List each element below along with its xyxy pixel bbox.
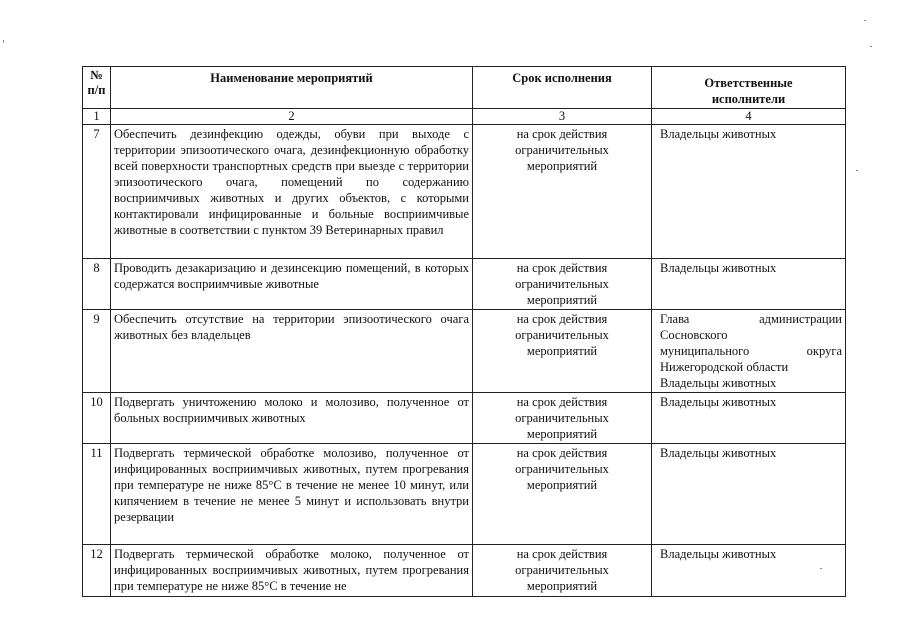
row-desc: Подвергать термической обработке молозиво, полученное от инфицированных восприимчивых животных, путем прогревания при температуре не ниже 85°С в течение не менее 10 минут, или кипячением в течение не менее 5 минут и использовать внутри резервации [111,444,473,545]
row-resp: Владельцы животных [652,259,846,310]
table-row [83,444,846,545]
scan-speck [856,170,858,171]
column-index-row [83,109,846,125]
row-num: 11 [83,444,111,545]
row-term: на срок действия ограничительных мероприятий [473,310,652,393]
row-desc: Обеспечить отсутствие на территории эпизоотического очага животных без владельцев [111,310,473,393]
scan-speck [864,20,866,21]
measures-table [82,66,846,597]
table-row [83,310,846,393]
row-resp: Владельцы животных [652,393,846,444]
index-cell: 4 [652,109,846,125]
row-num: 9 [83,310,111,393]
header-resp: Ответственные исполнители [652,67,846,109]
row-term: на срок действия ограничительных мероприятий [473,545,652,597]
row-num: 10 [83,393,111,444]
row-desc: Подвергать термической обработке молоко, полученное от инфицированных восприимчивых животных, путем прогревания при температуре не ниже 85°С в течение не [111,545,473,597]
row-desc: Обеспечить дезинфекцию одежды, обуви при выходе с территории эпизоотического очага, дезинфекционную обработку всей поверхности транспортных средств при выезде с территории эпизоотического очага, помещений по содержанию восприимчивых животных и других объектов, с которыми контактировали инфицированные и больные восприимчивые животные в соответствии с пунктом 39 Ветеринарных правил [111,125,473,259]
scan-speck [820,568,822,569]
row-desc: Подвергать уничтожению молоко и молозиво, полученное от больных восприимчивых животных [111,393,473,444]
row-term: на срок действия ограничительных мероприятий [473,125,652,259]
scan-speck [3,40,4,43]
table-header-row [83,67,846,109]
header-name: Наименование мероприятий [111,67,473,109]
index-cell: 3 [473,109,652,125]
row-resp: Владельцы животных [652,545,846,597]
row-num: 12 [83,545,111,597]
row-resp: Владельцы животных [652,125,846,259]
row-num: 8 [83,259,111,310]
scan-speck [870,46,872,47]
row-term: на срок действия ограничительных мероприятий [473,259,652,310]
header-num: № п/п [83,67,111,109]
row-resp: Владельцы животных [652,444,846,545]
row-num: 7 [83,125,111,259]
index-cell: 1 [83,109,111,125]
row-term: на срок действия ограничительных мероприятий [473,444,652,545]
row-term: на срок действия ограничительных мероприятий [473,393,652,444]
table-row [83,545,846,597]
row-resp: Глава администрации Сосновского муниципального округа Нижегородской области Владельцы животных [652,310,846,393]
table-row [83,259,846,310]
table-row [83,125,846,259]
table-row [83,393,846,444]
header-term: Срок исполнения [473,67,652,109]
row-desc: Проводить дезакаризацию и дезинсекцию помещений, в которых содержатся восприимчивые животные [111,259,473,310]
index-cell: 2 [111,109,473,125]
